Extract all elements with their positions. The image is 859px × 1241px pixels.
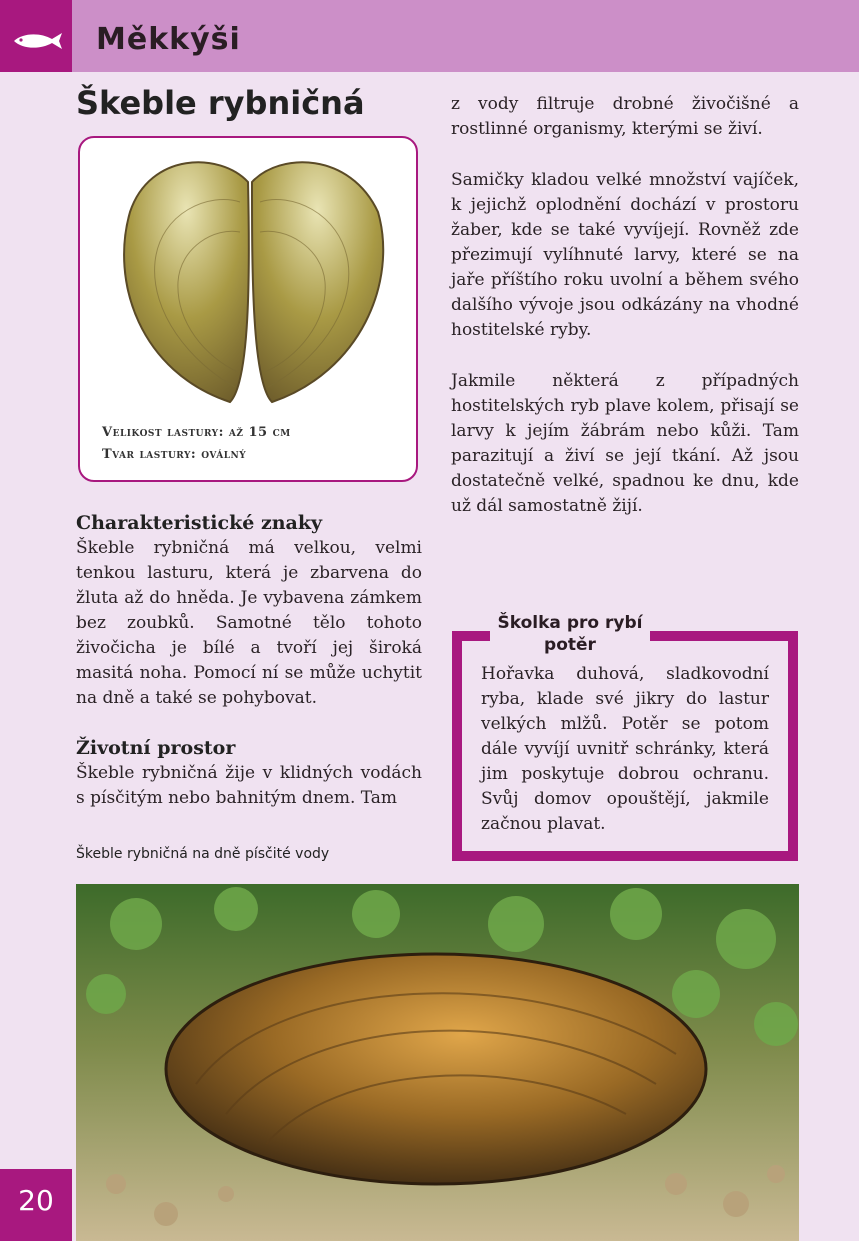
paragraph: Samičky kladou velké množství vajíček, k jejichž oplodnění dochází v prostoru žaber, kde se také vyvíjejí. Rovněž zde přezimují vylíhnuté larvy, které se na jaře příštího roku uvolní a během svého dalšího vývoje jsou odkázány na vhodné hostitelské ryby. — [451, 170, 799, 340]
right-column — [451, 92, 799, 519]
info-box-text-wrap — [481, 662, 769, 837]
section-heading: Životní prostor — [76, 737, 236, 759]
shell-shape-label: Tvar lastury: oválný — [102, 447, 247, 462]
section-text: Škeble rybničná má velkou, velmi tenkou lasturu, která je zbarvena do žluta až do hněda. Je vybavena zámkem bez zoubků. Samotné tělo tohoto živočicha je bílé a tvoří jej široká masitá noha. Pomocí ní se může uchytit na dně a také se pohybovat. — [76, 538, 422, 708]
page-title: Škeble rybničná — [76, 84, 365, 122]
paragraph: Jakmile některá z případných hostitelských ryb plave kolem, přisají se larvy k jejím žábrám nebo kůži. Tam parazitují a živí se její tkání. Až jsou dostatečně velké, spadnou ke dnu, kde už dál samostatně žijí. — [451, 371, 799, 516]
info-box-title: Školka pro rybí potěr — [490, 612, 650, 656]
section-heading: Charakteristické znaky — [76, 512, 323, 534]
info-box-text: Hořavka duhová, sladkovodní ryba, klade své jikry do lastur velkých mlžů. Potěr se potom dále vyvíjí uvnitř schránky, která jim poskytuje dobrou ochranu. Svůj domov opouštějí, jakmile začnou plavat. — [481, 664, 769, 834]
paragraph: z vody filtruje drobné živočišné a rostlinné organismy, kterými se živí. — [451, 94, 799, 139]
photo-caption: Škeble rybničná na dně písčité vody — [76, 846, 330, 862]
fish-icon — [10, 30, 66, 52]
shell-size-label: Velikost lastury: až 15 cm — [102, 425, 291, 440]
mussel-photo — [76, 884, 799, 1241]
section-text: Škeble rybničná žije v klidných vodách s písčitým nebo bahnitým dnem. Tam — [76, 763, 422, 808]
section-title: Měkkýši — [96, 22, 241, 57]
shell-illustration — [100, 152, 400, 414]
left-column — [76, 512, 422, 811]
page-number: 20 — [0, 1169, 72, 1241]
header-corner — [0, 0, 72, 72]
info-card — [78, 136, 418, 482]
